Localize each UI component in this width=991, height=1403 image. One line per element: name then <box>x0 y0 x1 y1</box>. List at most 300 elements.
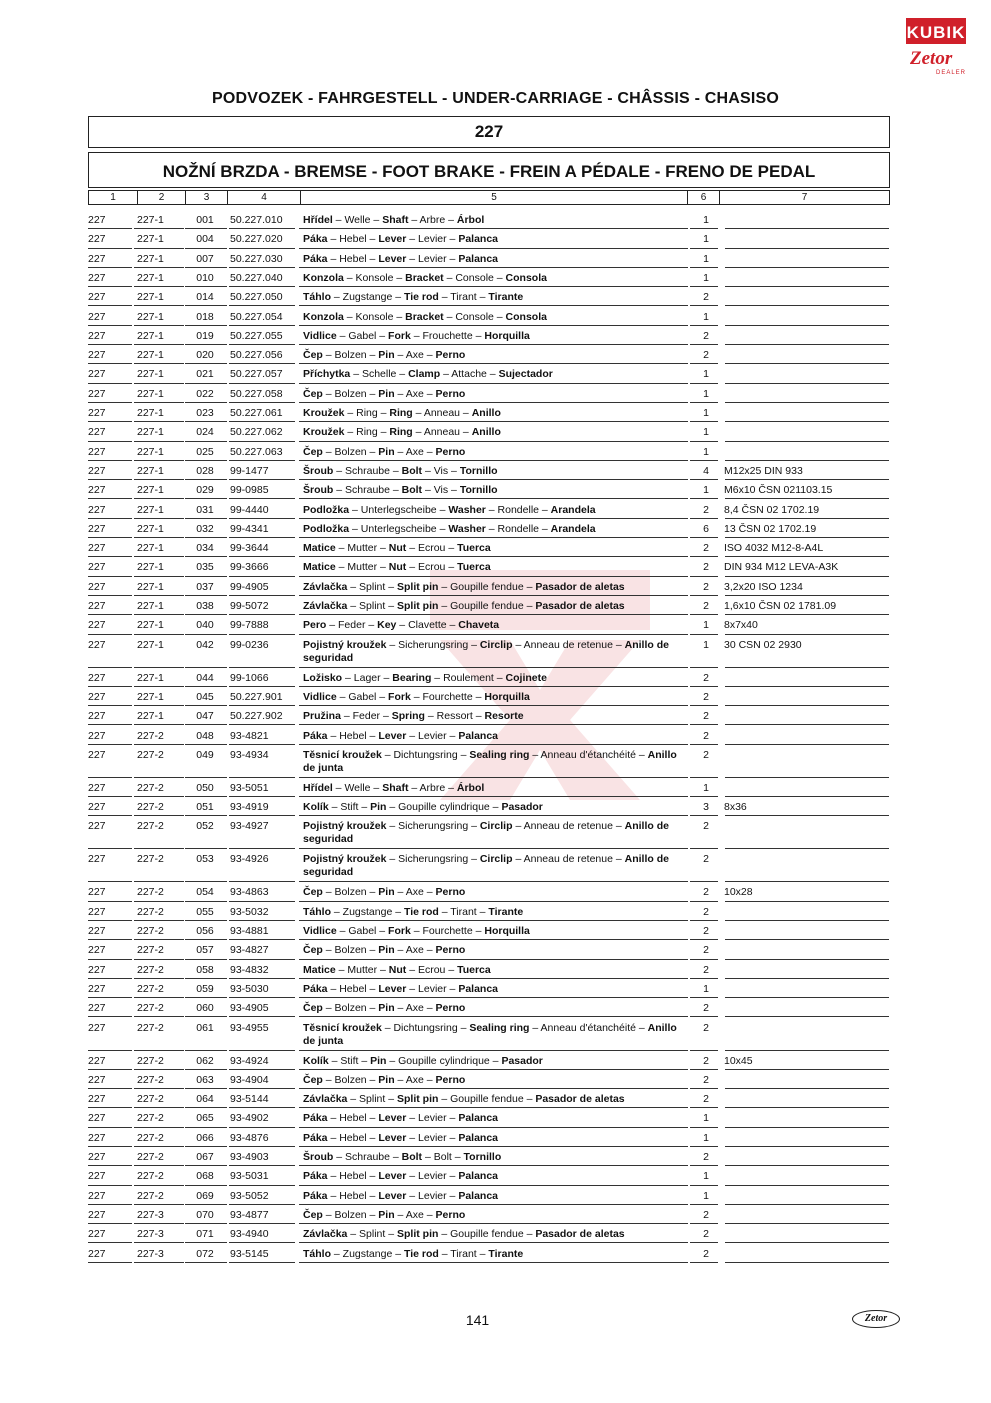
description-term: Pin <box>378 944 395 957</box>
row-underline <box>134 920 184 921</box>
row-underline <box>88 248 132 249</box>
row-underline <box>229 997 295 998</box>
row-underline <box>690 920 718 921</box>
group-cell: 227 <box>88 542 106 555</box>
subgroup-cell: 227-1 <box>137 690 164 703</box>
description-term: Palanca <box>458 233 499 246</box>
description-cell <box>303 1248 691 1261</box>
description-cell <box>303 561 691 574</box>
row-underline <box>185 1242 227 1243</box>
row-underline <box>185 1204 227 1205</box>
row-underline <box>185 686 227 687</box>
table-row <box>0 446 991 465</box>
note-cell: 30 CSN 02 2930 <box>724 638 802 651</box>
description-term: Perno <box>435 445 466 458</box>
description-term: Cojinete <box>505 671 547 684</box>
row-underline <box>690 997 718 998</box>
description-term: Hřídel <box>303 781 333 794</box>
part-number-cell: 93-4940 <box>230 1228 269 1241</box>
subgroup-cell: 227-2 <box>137 1170 164 1183</box>
row-underline <box>185 848 227 849</box>
row-underline <box>725 997 889 998</box>
description-term: Tuerca <box>457 561 491 574</box>
part-number-cell: 99-3666 <box>230 561 269 574</box>
description-cell <box>303 600 691 613</box>
column-header-7: 7 <box>801 192 808 203</box>
subgroup-cell: 227-2 <box>137 982 164 995</box>
description-separator: – Anneau d'étanchéité – <box>529 748 648 761</box>
subgroup-cell: 227-1 <box>137 542 164 555</box>
description-cell <box>303 349 691 362</box>
group-cell: 227 <box>88 886 106 899</box>
subgroup-cell: 227-1 <box>137 387 164 400</box>
description-cell <box>303 1002 691 1015</box>
description-separator: – Hebel – <box>327 1112 379 1125</box>
description-separator: – Mutter – <box>335 542 389 555</box>
row-underline <box>134 383 184 384</box>
table-row <box>0 1209 991 1228</box>
quantity-cell: 2 <box>703 580 709 593</box>
description-separator: – Ecrou – <box>406 963 458 976</box>
description-separator: – Hebel – <box>327 1189 379 1202</box>
group-cell: 227 <box>88 1002 106 1015</box>
row-underline <box>134 363 184 364</box>
row-underline <box>725 576 889 577</box>
row-underline <box>725 901 889 902</box>
note-cell: 10x45 <box>724 1054 753 1067</box>
subgroup-cell: 227-1 <box>137 310 164 323</box>
table-row <box>0 600 991 619</box>
quantity-cell: 2 <box>703 329 709 342</box>
description-term: Závlačka <box>303 580 348 593</box>
description-term: Split pin <box>397 580 439 593</box>
row-underline <box>88 479 132 480</box>
group-cell: 227 <box>88 1021 106 1034</box>
part-number-cell: 93-4919 <box>230 801 269 814</box>
row-underline <box>134 286 184 287</box>
description-term: Horquilla <box>484 329 530 342</box>
description-cell <box>303 291 691 304</box>
description-separator: – Hebel – <box>327 252 379 265</box>
row-underline <box>299 634 688 635</box>
description-term: Perno <box>435 387 466 400</box>
row-underline <box>690 305 718 306</box>
table-row <box>0 853 991 886</box>
note-cell: 8x36 <box>724 801 747 814</box>
row-underline <box>88 1185 132 1186</box>
row-underline <box>185 1107 227 1108</box>
row-underline <box>185 959 227 960</box>
row-underline <box>229 325 295 326</box>
position-cell: 060 <box>196 1002 214 1015</box>
description-separator: – Bolt – <box>422 1151 464 1163</box>
row-underline <box>725 1050 889 1051</box>
description-term: Consola <box>505 271 547 284</box>
position-cell: 064 <box>196 1093 214 1106</box>
description-term: Washer <box>448 522 486 535</box>
table-row <box>0 944 991 963</box>
position-cell: 035 <box>196 561 214 574</box>
row-underline <box>725 939 889 940</box>
row-underline <box>88 1016 132 1017</box>
subgroup-cell: 227-2 <box>137 1073 164 1086</box>
table-row <box>0 782 991 801</box>
description-separator: – Schelle – <box>350 368 409 381</box>
row-underline <box>185 383 227 384</box>
description-cell <box>303 853 691 879</box>
description-term: Pin <box>370 801 387 814</box>
table-row <box>0 330 991 349</box>
row-underline <box>134 686 184 687</box>
description-separator: – Console – <box>443 271 506 284</box>
quantity-cell: 2 <box>703 291 709 304</box>
row-underline <box>88 228 132 229</box>
position-cell: 007 <box>196 252 214 265</box>
note-cell: ISO 4032 M12-8-A4L <box>724 542 824 555</box>
group-cell: 227 <box>88 291 106 304</box>
row-underline <box>229 267 295 268</box>
row-underline <box>299 724 688 725</box>
row-underline <box>690 634 718 635</box>
description-term: Konzola <box>303 271 344 284</box>
description-separator: – Goupille fendue – <box>438 1093 536 1106</box>
group-cell: 227 <box>88 1112 106 1125</box>
description-term: Závlačka <box>303 1093 348 1106</box>
position-cell: 059 <box>196 982 214 995</box>
description-separator: – Axe – <box>394 1073 436 1086</box>
row-underline <box>725 1165 889 1166</box>
row-underline <box>88 1242 132 1243</box>
description-term: Příchytka <box>303 368 351 381</box>
row-underline <box>185 518 227 519</box>
row-underline <box>299 498 688 499</box>
position-cell: 071 <box>196 1228 214 1241</box>
quantity-cell: 2 <box>703 886 709 899</box>
description-separator: – Sicherungsring – <box>386 820 480 833</box>
row-underline <box>185 724 227 725</box>
row-underline <box>690 1127 718 1128</box>
description-term: Fork <box>388 925 411 937</box>
description-term: Bolt <box>401 484 423 497</box>
subgroup-cell: 227-1 <box>137 291 164 304</box>
table-row <box>0 388 991 407</box>
row-underline <box>134 1242 184 1243</box>
position-cell: 048 <box>196 729 214 742</box>
row-underline <box>134 959 184 960</box>
row-underline <box>134 228 184 229</box>
description-separator: – Arbre – <box>408 781 457 794</box>
table-row <box>0 1055 991 1074</box>
part-number-cell: 50.227.030 <box>230 252 283 265</box>
row-underline <box>185 1050 227 1051</box>
quantity-cell: 2 <box>703 503 709 516</box>
row-underline <box>690 614 718 615</box>
row-underline <box>88 667 132 668</box>
group-cell: 227 <box>88 368 106 381</box>
group-cell: 227 <box>88 407 106 419</box>
row-underline <box>88 744 132 745</box>
position-cell: 054 <box>196 886 214 899</box>
part-number-cell: 93-4821 <box>230 729 269 742</box>
row-underline <box>88 1069 132 1070</box>
row-underline <box>690 286 718 287</box>
subgroup-cell: 227-2 <box>137 944 164 957</box>
group-cell: 227 <box>88 580 106 593</box>
part-number-cell: 93-4924 <box>230 1054 269 1067</box>
row-underline <box>88 796 132 797</box>
row-underline <box>185 267 227 268</box>
description-term: Čep <box>303 1208 323 1221</box>
row-underline <box>88 1146 132 1147</box>
subgroup-cell: 227-1 <box>137 407 164 419</box>
row-underline <box>134 441 184 442</box>
group-number: 227 <box>88 116 890 148</box>
row-underline <box>229 479 295 480</box>
row-underline <box>185 1165 227 1166</box>
description-term: Palanca <box>458 729 499 742</box>
part-number-cell: 50.227.020 <box>230 233 283 246</box>
row-underline <box>229 667 295 668</box>
part-number-cell: 50.227.057 <box>230 368 283 381</box>
row-underline <box>690 1262 718 1263</box>
column-header-5: 5 <box>301 191 688 204</box>
table-row <box>0 311 991 330</box>
description-separator: – Axe – <box>394 886 436 899</box>
row-underline <box>229 1088 295 1089</box>
part-number-cell: 99-0236 <box>230 638 269 651</box>
description-term: Lever <box>378 982 407 995</box>
quantity-cell: 2 <box>703 1002 709 1015</box>
quantity-cell: 1 <box>703 387 709 400</box>
group-cell: 227 <box>88 252 106 265</box>
part-number-cell: 50.227.054 <box>230 310 283 323</box>
row-underline <box>725 537 889 538</box>
description-term: Anillo <box>471 426 501 439</box>
description-term: Tornillo <box>459 464 498 477</box>
description-cell <box>303 253 691 266</box>
description-cell <box>303 523 691 536</box>
description-term: Anillo <box>471 407 501 419</box>
subgroup-cell: 227-1 <box>137 710 164 723</box>
position-cell: 028 <box>196 464 214 477</box>
table-row <box>0 1002 991 1021</box>
description-term: Arandela <box>550 522 596 535</box>
table-row <box>0 1022 991 1055</box>
description-cell <box>303 820 691 846</box>
description-cell <box>303 886 691 899</box>
description-term: Čep <box>303 1002 323 1015</box>
description-cell <box>303 639 691 665</box>
table-row <box>0 291 991 310</box>
row-underline <box>725 777 889 778</box>
description-term: Circlip <box>479 820 513 833</box>
description-term: Pojistný kroužek <box>303 853 387 866</box>
row-underline <box>134 325 184 326</box>
description-term: Pasador de aletas <box>535 600 625 612</box>
description-cell <box>303 730 691 743</box>
row-underline <box>134 1127 184 1128</box>
row-underline <box>229 881 295 882</box>
quantity-cell: 2 <box>703 690 709 703</box>
quantity-cell: 2 <box>703 944 709 957</box>
row-underline <box>299 537 688 538</box>
subgroup-cell: 227-2 <box>137 925 164 937</box>
row-underline <box>185 939 227 940</box>
part-number-cell: 99-5072 <box>230 600 269 612</box>
subgroup-cell: 227-1 <box>137 349 164 362</box>
subgroup-cell: 227-1 <box>137 522 164 535</box>
quantity-cell: 1 <box>703 1189 709 1202</box>
description-cell <box>303 1132 691 1145</box>
table-row <box>0 1074 991 1093</box>
row-underline <box>725 1204 889 1205</box>
description-term: Vidlice <box>303 690 337 703</box>
row-underline <box>229 383 295 384</box>
description-separator: – Schraube – <box>333 1151 402 1163</box>
description-term: Pin <box>378 1208 395 1221</box>
description-cell <box>303 542 691 555</box>
row-underline <box>134 556 184 557</box>
part-number-cell: 93-4827 <box>230 944 269 957</box>
part-number-cell: 99-7888 <box>230 619 269 632</box>
row-underline <box>88 595 132 596</box>
row-underline <box>299 815 688 816</box>
description-cell <box>303 1093 691 1106</box>
description-separator: – Ecrou – <box>406 542 458 555</box>
row-underline <box>88 686 132 687</box>
quantity-cell: 6 <box>703 522 709 535</box>
description-separator: – Levier – <box>406 729 459 742</box>
description-term: Tie rod <box>403 1247 439 1260</box>
description-term: Kolík <box>303 801 329 814</box>
row-underline <box>185 744 227 745</box>
quantity-cell: 1 <box>703 368 709 381</box>
row-underline <box>299 325 688 326</box>
table-row <box>0 1132 991 1151</box>
row-underline <box>88 1165 132 1166</box>
group-cell: 227 <box>88 426 106 439</box>
row-underline <box>134 1107 184 1108</box>
row-underline <box>229 402 295 403</box>
description-separator: – Mutter – <box>335 963 389 976</box>
quantity-cell: 2 <box>703 1228 709 1241</box>
row-underline <box>690 901 718 902</box>
position-cell: 070 <box>196 1208 214 1221</box>
row-underline <box>229 518 295 519</box>
description-term: Anillo de seguridad <box>303 853 669 879</box>
subgroup-cell: 227-2 <box>137 748 164 761</box>
table-row <box>0 801 991 820</box>
row-underline <box>88 363 132 364</box>
table-row <box>0 691 991 710</box>
description-term: Tornillo <box>459 484 498 497</box>
row-underline <box>88 705 132 706</box>
row-underline <box>88 267 132 268</box>
position-cell: 001 <box>196 214 214 226</box>
row-underline <box>725 383 889 384</box>
description-term: Perno <box>435 1002 466 1015</box>
description-term: Šroub <box>303 1151 334 1163</box>
part-number-cell: 93-4832 <box>230 963 269 976</box>
description-separator: – Anneau – <box>412 407 472 419</box>
row-underline <box>725 344 889 345</box>
row-underline <box>134 881 184 882</box>
part-number-cell: 93-4905 <box>230 1002 269 1015</box>
description-separator: – Feder – <box>340 710 392 723</box>
row-underline <box>690 1242 718 1243</box>
description-term: Tuerca <box>457 963 491 976</box>
row-underline <box>690 421 718 422</box>
row-underline <box>134 537 184 538</box>
quantity-cell: 2 <box>703 748 709 761</box>
part-number-cell: 99-1066 <box>230 671 269 684</box>
position-cell: 010 <box>196 271 214 284</box>
description-separator: – Lager – <box>342 671 393 684</box>
row-underline <box>185 344 227 345</box>
group-cell: 227 <box>88 781 106 794</box>
group-cell: 227 <box>88 233 106 246</box>
row-underline <box>725 1107 889 1108</box>
group-cell: 227 <box>88 561 106 574</box>
column-header-6: 6 <box>688 191 720 204</box>
group-cell: 227 <box>88 690 106 703</box>
row-underline <box>229 344 295 345</box>
description-term: Pero <box>303 619 327 632</box>
description-cell <box>303 749 691 775</box>
description-term: Perno <box>435 1073 466 1086</box>
row-underline <box>134 978 184 979</box>
row-underline <box>185 978 227 979</box>
position-cell: 069 <box>196 1189 214 1202</box>
description-separator: – Splint – <box>347 1093 397 1106</box>
row-underline <box>725 402 889 403</box>
row-underline <box>725 634 889 635</box>
description-separator: – Hebel – <box>327 1131 379 1144</box>
description-separator: – Ressort – <box>424 710 485 723</box>
description-cell <box>303 465 691 478</box>
row-underline <box>229 777 295 778</box>
part-number-cell: 99-4440 <box>230 503 269 516</box>
row-underline <box>185 815 227 816</box>
row-underline <box>229 1069 295 1070</box>
subgroup-cell: 227-1 <box>137 271 164 284</box>
row-underline <box>134 305 184 306</box>
position-cell: 061 <box>196 1021 214 1034</box>
row-underline <box>229 1050 295 1051</box>
description-term: Pojistný kroužek <box>303 820 387 833</box>
description-term: Čep <box>303 1073 323 1086</box>
subgroup-cell: 227-1 <box>137 619 164 632</box>
row-underline <box>690 518 718 519</box>
description-cell <box>303 801 691 814</box>
quantity-cell: 2 <box>703 710 709 723</box>
description-separator: – Zugstange – <box>331 905 404 918</box>
row-underline <box>88 920 132 921</box>
row-underline <box>690 325 718 326</box>
quantity-cell: 2 <box>703 1054 709 1067</box>
description-separator: – Axe – <box>394 1002 436 1015</box>
logo-dealer-label: DEALER <box>936 70 967 76</box>
part-number-cell: 93-5032 <box>230 905 269 918</box>
row-underline <box>185 421 227 422</box>
row-underline <box>690 1050 718 1051</box>
part-number-cell: 93-4863 <box>230 886 269 899</box>
row-underline <box>134 1069 184 1070</box>
table-row <box>0 504 991 523</box>
quantity-cell: 2 <box>703 905 709 918</box>
note-cell: 1,6x10 ČSN 02 1781.09 <box>724 600 837 612</box>
description-term: Chaveta <box>458 619 500 632</box>
